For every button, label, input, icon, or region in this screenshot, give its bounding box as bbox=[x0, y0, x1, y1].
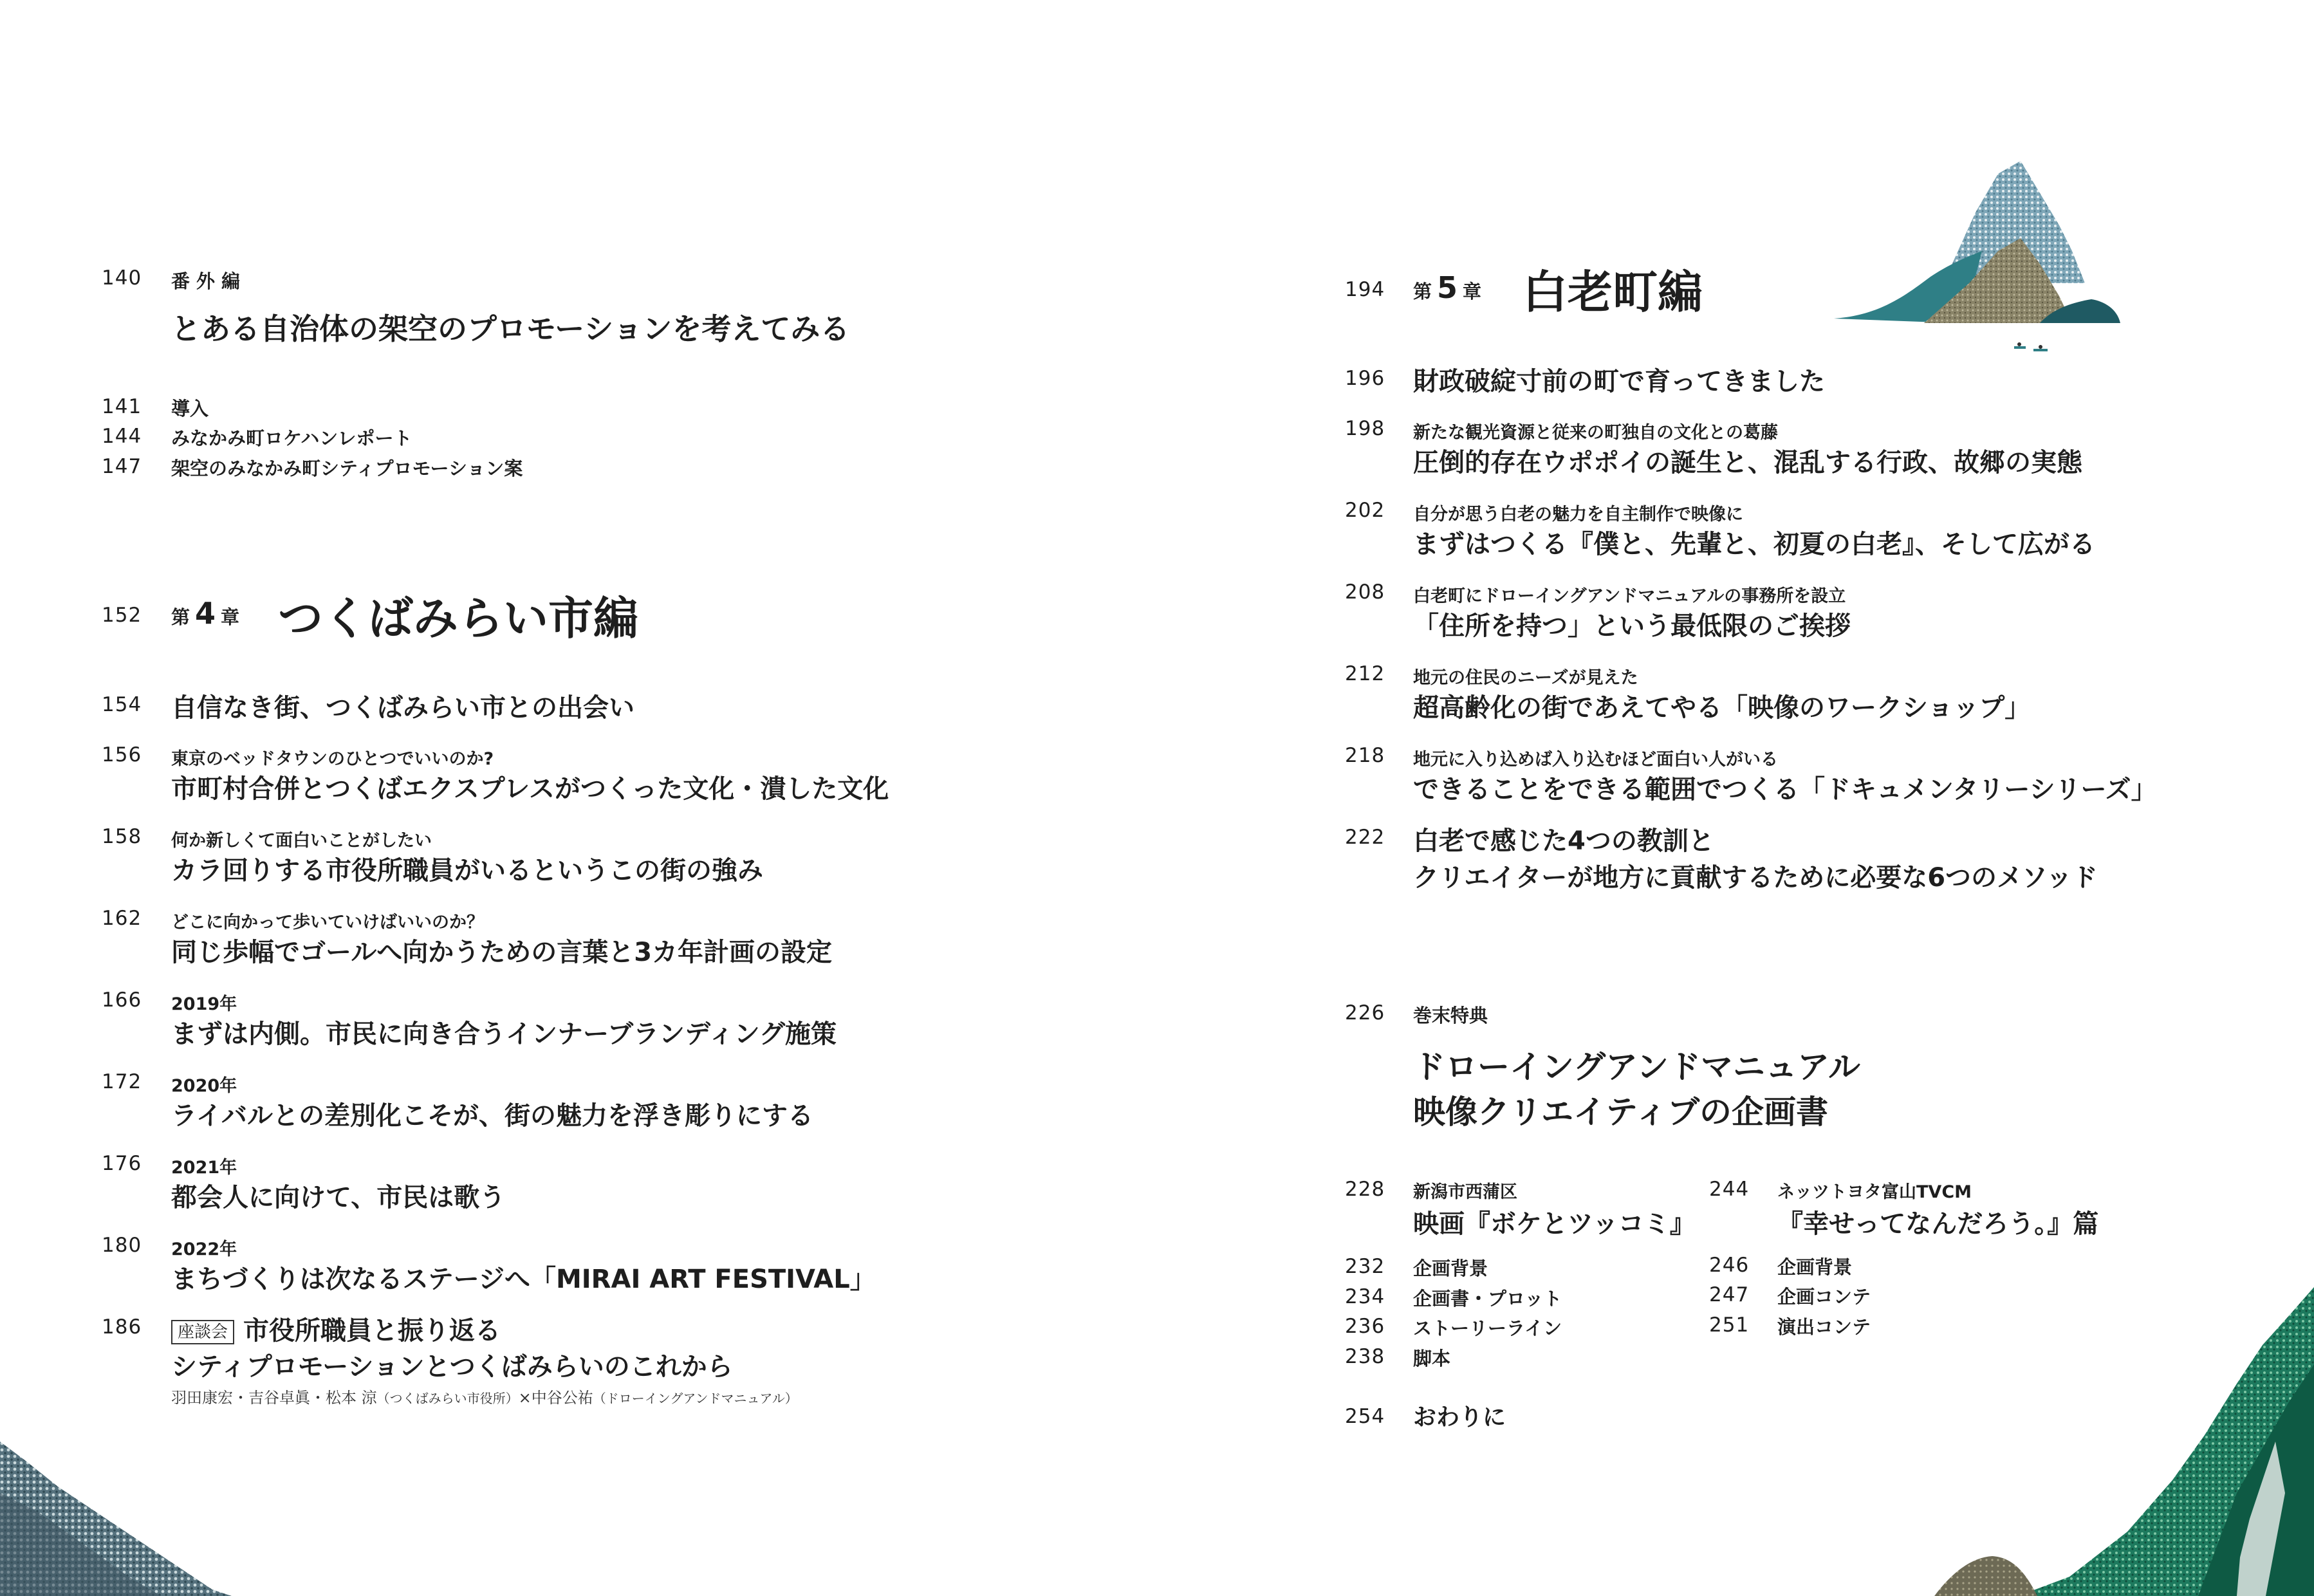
talk-badge: 座談会 bbox=[171, 1320, 234, 1344]
toc-entry-page: 158 bbox=[102, 825, 142, 848]
bangai-item-page: 144 bbox=[102, 425, 142, 448]
chapter4-title: つくばみらい市編 bbox=[278, 592, 638, 645]
bangai-item-title: みなかみ町ロケハンレポート bbox=[171, 427, 412, 449]
toc-entry-title: カラ回りする市役所職員がいるというこの街の強み bbox=[171, 856, 763, 886]
toc-entry-title: まずはつくる『僕と、先輩と、初夏の白老』、そして広がる bbox=[1413, 530, 2095, 559]
closing-title: おわりに bbox=[1413, 1404, 1506, 1431]
toc-entry-page: 176 bbox=[102, 1152, 142, 1175]
bonus-a-item-title: 脚本 bbox=[1413, 1348, 1451, 1369]
toc-entry-subtitle: 地元に入り込めば入り込むほど面白い人がいる bbox=[1413, 750, 1778, 770]
bonus-b-item-title: 企画背景 bbox=[1777, 1256, 1853, 1278]
toc-entry-subtitle: 2020年 bbox=[171, 1076, 237, 1096]
bonus-b-item-title: 企画コンテ bbox=[1777, 1286, 1871, 1308]
toc-entry-page: 162 bbox=[102, 907, 142, 930]
chapter4-page-number: 152 bbox=[102, 604, 142, 627]
bangai-item-page: 147 bbox=[102, 455, 142, 478]
talk-credit-org-b: （ドローイングアンドマニュアル） bbox=[593, 1391, 798, 1406]
bonus-b-subtitle: ネッツトヨタ富山TVCM bbox=[1777, 1182, 1972, 1202]
bangai-label: 番外編 bbox=[171, 270, 247, 292]
bonus-b-item-page: 247 bbox=[1709, 1283, 1750, 1306]
talk-line1-text: 市役所職員と振り返る bbox=[243, 1316, 501, 1346]
chapter5-title: 白老町編 bbox=[1523, 266, 1703, 319]
bangai-page-number: 140 bbox=[102, 266, 142, 290]
toc-entry-page: 166 bbox=[102, 988, 142, 1012]
bonus-b-page-number: 244 bbox=[1709, 1178, 1750, 1201]
bonus-a-item-title: 企画書・プロット bbox=[1413, 1288, 1562, 1310]
toc-entry-subtitle: 白老町にドローイングアンドマニュアルの事務所を設立 bbox=[1413, 586, 1846, 606]
toc-entry-title-line2: クリエイターが地方に貢献するために必要な6つのメソッド bbox=[1413, 863, 2098, 893]
toc-entry-subtitle: どこに向かって歩いていけばいいのか？ bbox=[171, 913, 484, 933]
toc-entry-title: 同じ歩幅でゴールへ向かうための言葉と3カ年計画の設定 bbox=[171, 938, 833, 967]
toc-entry-page: 196 bbox=[1345, 367, 1385, 390]
chapter-label-post: 章 bbox=[1463, 281, 1482, 302]
bangai-title: とある自治体の架空のプロモーションを考えてみる bbox=[171, 311, 850, 346]
toc-entry-title: できることをできる範囲でつくる「ドキュメンタリーシリーズ」 bbox=[1413, 775, 2157, 804]
bonus-a-page-number: 228 bbox=[1345, 1178, 1385, 1201]
toc-entry-title-line1: 白老で感じた4つの教訓と bbox=[1413, 826, 1714, 856]
toc-entry-page: 180 bbox=[102, 1234, 142, 1257]
bonus-b-item-title: 演出コンテ bbox=[1777, 1316, 1871, 1338]
bangai-item-page: 141 bbox=[102, 395, 142, 418]
bonus-b-item-page: 251 bbox=[1709, 1313, 1750, 1337]
bangai-item-title: 導入 bbox=[171, 398, 209, 420]
toc-entry-page: 212 bbox=[1345, 662, 1385, 685]
talk-credit-names-b: ×中谷公祐 bbox=[518, 1389, 593, 1407]
chapter4-label bbox=[171, 596, 239, 631]
toc-entry-page: 156 bbox=[102, 743, 142, 766]
chapter5-page-number: 194 bbox=[1345, 278, 1385, 301]
toc-entry-title: 超高齢化の街であえてやる「映像のワークショップ」 bbox=[1413, 693, 2031, 723]
chapter5-label bbox=[1413, 270, 1481, 305]
toc-entry-title: 都会人に向けて、市民は歌う bbox=[171, 1183, 506, 1212]
mountain-bottom-left-illustration bbox=[0, 1416, 232, 1596]
closing-page-number: 254 bbox=[1345, 1405, 1385, 1428]
toc-entry-subtitle: 何か新しくて面白いことがしたい bbox=[171, 831, 432, 851]
bonus-a-title: 映画『ボケとツッコミ』 bbox=[1413, 1209, 1696, 1239]
mountain-illustration bbox=[1828, 154, 2124, 360]
toc-entry-page: 218 bbox=[1345, 744, 1385, 767]
bonus-title-line2: 映像クリエイティブの企画書 bbox=[1413, 1093, 1828, 1131]
talk-credit bbox=[171, 1385, 798, 1407]
toc-entry-title: 「住所を持つ」という最低限のご挨拶 bbox=[1413, 611, 1851, 641]
toc-entry-subtitle: 2021年 bbox=[171, 1158, 237, 1178]
bonus-a-item-page: 234 bbox=[1345, 1285, 1385, 1308]
toc-entry-page: 202 bbox=[1345, 499, 1385, 522]
toc-entry-page: 172 bbox=[102, 1070, 142, 1093]
toc-entry-title: ライバルとの差別化こそが、街の魅力を浮き彫りにする bbox=[171, 1101, 813, 1131]
bonus-a-item-page: 236 bbox=[1345, 1315, 1385, 1338]
chapter-label-pre: 第 bbox=[1413, 281, 1432, 302]
toc-entry-title: まちづくりは次なるステージへ「MIRAI ART FESTIVAL」 bbox=[171, 1265, 876, 1294]
talk-page-number: 186 bbox=[102, 1315, 142, 1339]
toc-entry-title: 圧倒的存在ウポポイの誕生と、混乱する行政、故郷の実態 bbox=[1413, 448, 2082, 478]
talk-line1 bbox=[171, 1310, 501, 1347]
talk-credit-names-a: 羽田康宏・吉谷卓眞・松本 涼 bbox=[171, 1389, 377, 1407]
toc-entry-title: 市町村合併とつくばエクスプレスがつくった文化・潰した文化 bbox=[171, 774, 889, 804]
bonus-label: 巻末特典 bbox=[1413, 1005, 1488, 1026]
toc-entry-page: 154 bbox=[102, 693, 142, 716]
bonus-a-item-title: ストーリーライン bbox=[1413, 1317, 1562, 1339]
toc-entry-title: まずは内側。市民に向き合うインナーブランディング施策 bbox=[171, 1019, 837, 1049]
bonus-b-item-page: 246 bbox=[1709, 1254, 1750, 1277]
bonus-page-number: 226 bbox=[1345, 1001, 1385, 1025]
toc-entry-title: 財政破綻寸前の町で育ってきました bbox=[1413, 367, 1825, 396]
bonus-b-title: 『幸せってなんだろう。』篇 bbox=[1777, 1209, 2099, 1239]
chapter-label-post: 章 bbox=[221, 606, 240, 628]
chapter-label-number: 5 bbox=[1437, 270, 1458, 305]
talk-credit-org-a: （つくばみらい市役所） bbox=[376, 1391, 519, 1406]
talk-line2: シティプロモーションとつくばみらいのこれから bbox=[171, 1352, 733, 1382]
bangai-item-title: 架空のみなかみ町シティプロモーション案 bbox=[171, 458, 523, 479]
mountain-bottom-right-illustration bbox=[1915, 1274, 2314, 1596]
toc-entry-subtitle: 2022年 bbox=[171, 1239, 237, 1259]
toc-entry-page: 222 bbox=[1345, 826, 1385, 849]
bonus-title-line1: ドローイングアンドマニュアル bbox=[1413, 1048, 1860, 1086]
toc-entry-title: 自信なき街、つくばみらい市との出会い bbox=[171, 693, 634, 723]
bonus-a-item-title: 企画背景 bbox=[1413, 1257, 1488, 1279]
toc-entry-page: 198 bbox=[1345, 417, 1385, 440]
toc-entry-subtitle: 東京のベッドタウンのひとつでいいのか? bbox=[171, 749, 494, 769]
chapter-label-number: 4 bbox=[195, 596, 216, 631]
bonus-a-item-page: 232 bbox=[1345, 1255, 1385, 1278]
chapter-label-pre: 第 bbox=[171, 606, 190, 628]
bonus-a-subtitle: 新潟市西蒲区 bbox=[1413, 1182, 1517, 1202]
toc-entry-subtitle: 自分が思う白老の魅力を自主制作で映像に bbox=[1413, 505, 1743, 524]
bonus-a-item-page: 238 bbox=[1345, 1345, 1385, 1368]
toc-entry-subtitle: 新たな観光資源と従来の町独自の文化との葛藤 bbox=[1413, 423, 1778, 443]
toc-entry-page: 208 bbox=[1345, 580, 1385, 604]
toc-entry-subtitle: 地元の住民のニーズが見えた bbox=[1413, 668, 1638, 688]
toc-entry-subtitle: 2019年 bbox=[171, 994, 237, 1014]
